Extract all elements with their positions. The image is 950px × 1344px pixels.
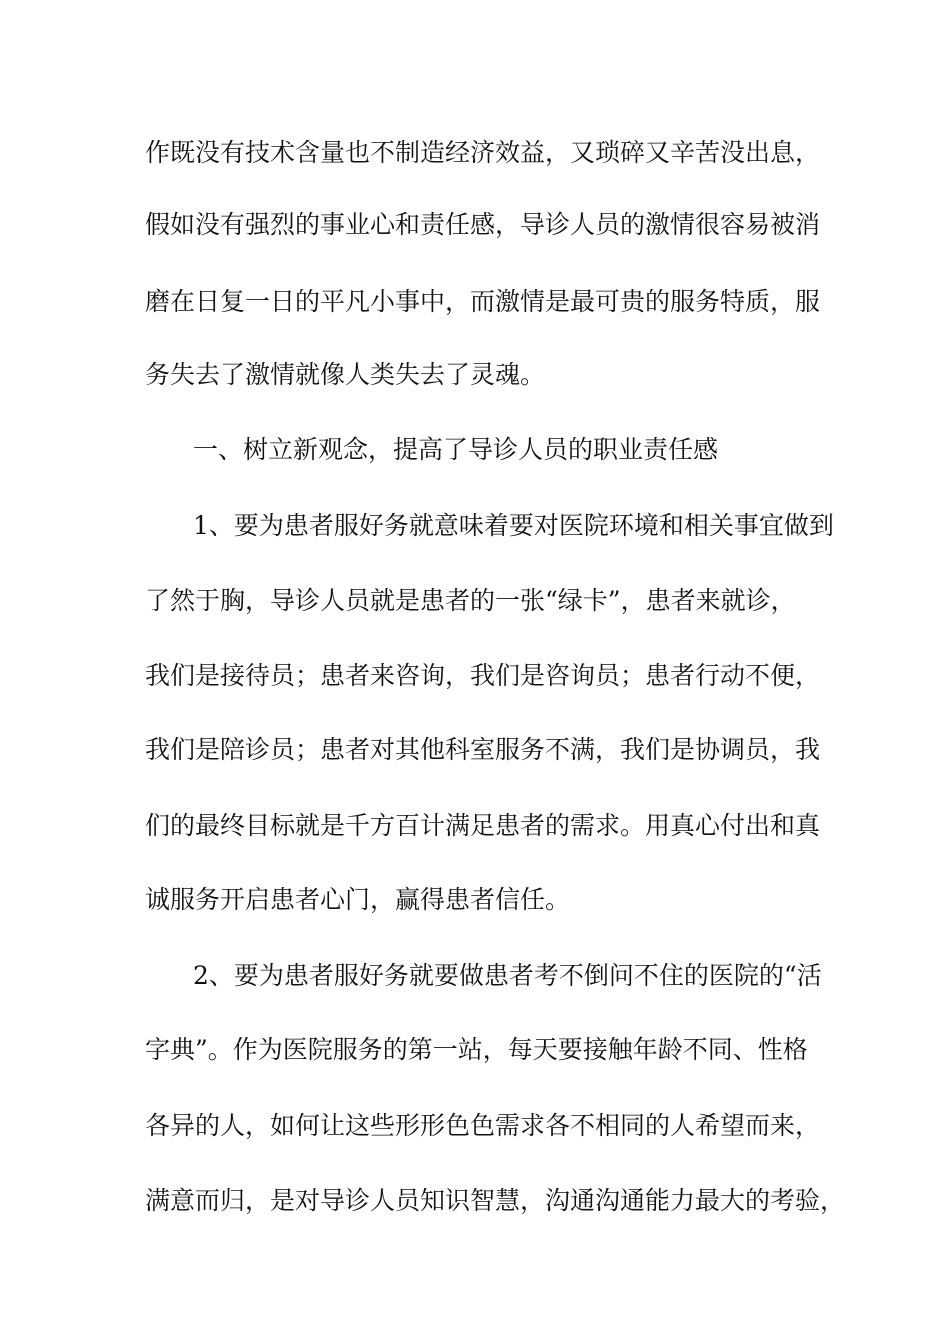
text-line: 诚服务开启患者心门，赢得患者信任。 [145, 885, 571, 914]
text-line: 务失去了激情就像人类失去了灵魂。 [145, 360, 546, 389]
text-line: 我们是接待员；患者来咨询，我们是咨询员；患者行动不便， [145, 661, 821, 690]
text-line: 满意而归，是对导诊人员知识智慧，沟通沟通能力最大的考验， [145, 1186, 846, 1215]
text-line: 各异的人，如何让这些形形色色需求各不相同的人希望而来， [145, 1111, 821, 1140]
section-heading: 一、树立新观念，提高了导诊人员的职业责任感 [193, 435, 719, 464]
text-line: 假如没有强烈的事业心和责任感，导诊人员的激情很容易被消 [145, 210, 821, 239]
paragraph-start: 1、要为患者服好务就意味着要对医院环境和相关事宜做到 [193, 511, 834, 540]
paragraph-start: 2、要为患者服好务就要做患者考不倒问不住的医院的“活 [193, 961, 822, 990]
text-line: 作既没有技术含量也不制造经济效益，又琐碎又辛苦没出息， [145, 138, 821, 167]
text-line: 字典”。作为医院服务的第一站，每天要接触年龄不同、性格 [145, 1035, 808, 1064]
text-line: 了然于胸，导诊人员就是患者的一张“绿卡”，患者来就诊， [145, 586, 796, 615]
text-line: 们的最终目标就是千方百计满足患者的需求。用真心付出和真 [145, 811, 821, 840]
text-line: 我们是陪诊员；患者对其他科室服务不满，我们是协调员，我 [145, 735, 821, 764]
text-line: 磨在日复一日的平凡小事中，而激情是最可贵的服务特质，服 [145, 287, 821, 316]
